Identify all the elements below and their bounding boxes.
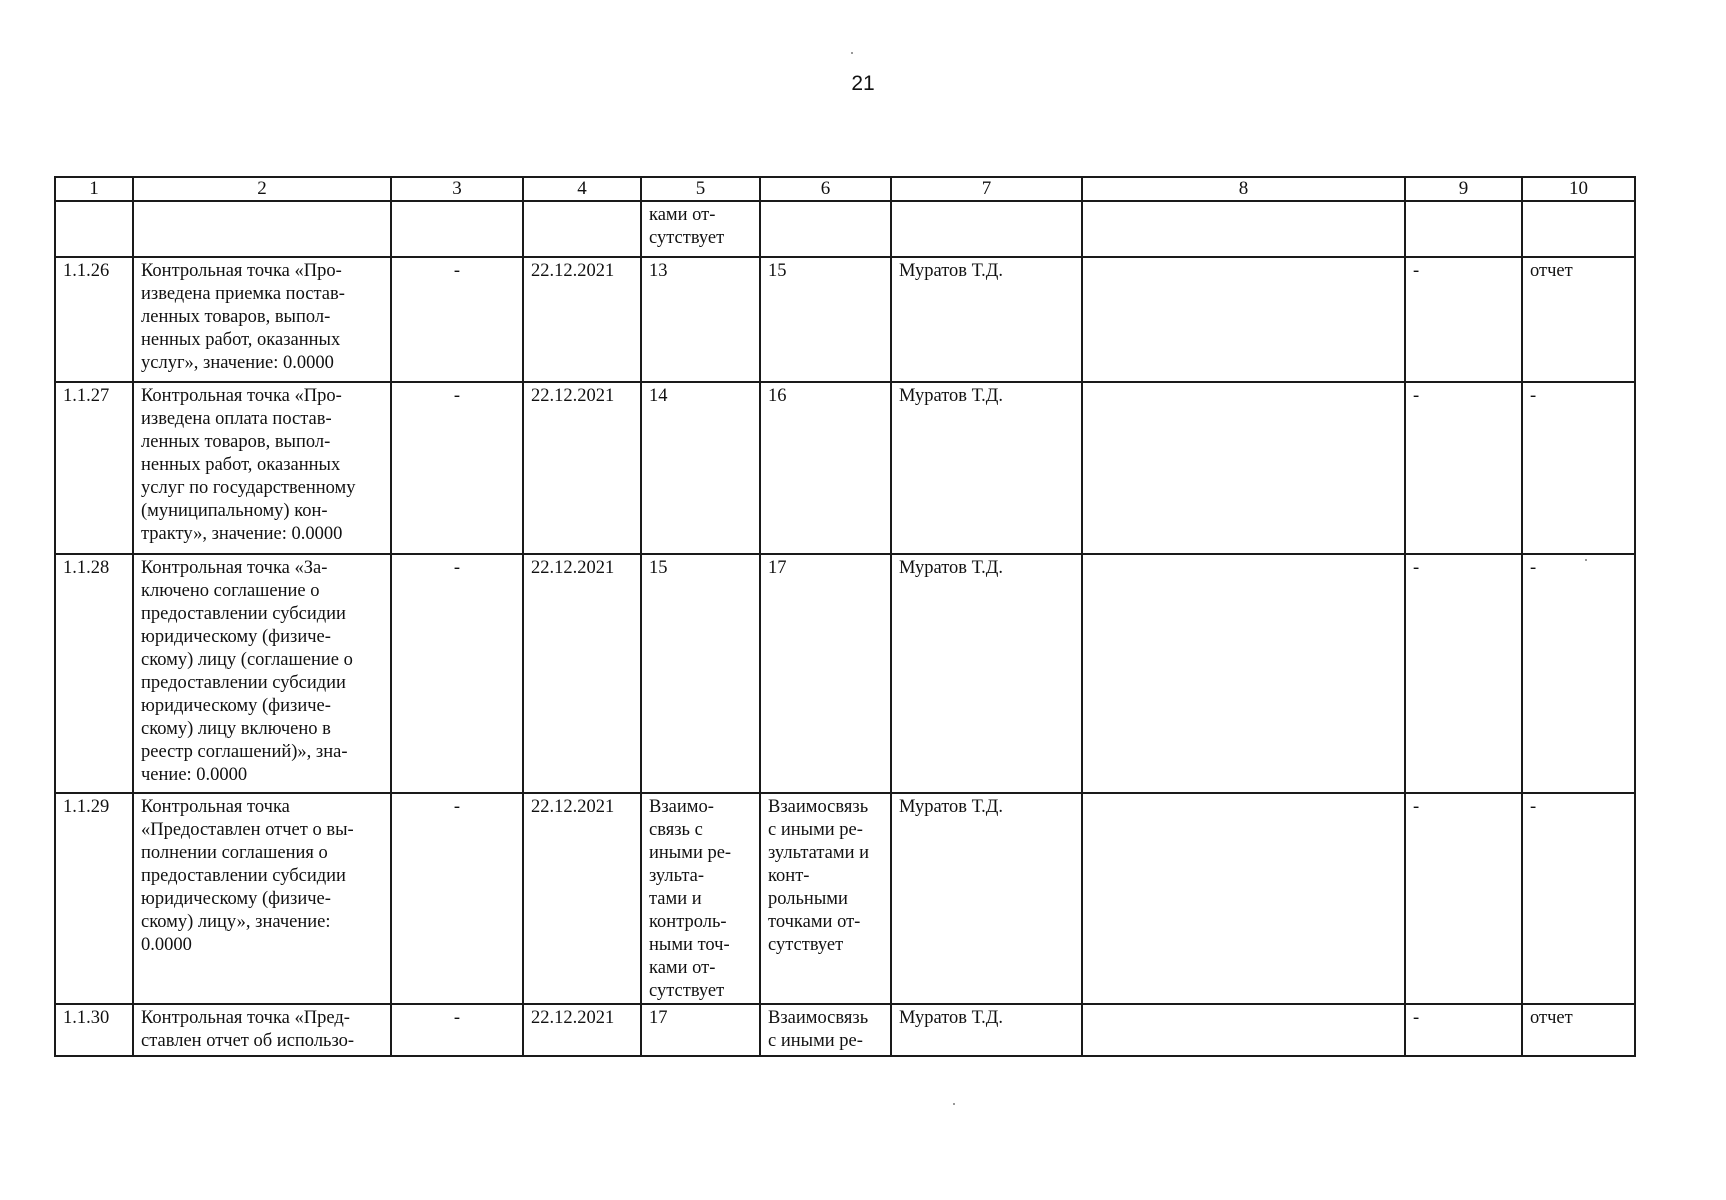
cell-date: 22.12.2021 bbox=[523, 1004, 641, 1056]
header-col-7: 7 bbox=[891, 177, 1082, 201]
cell-col-9: - bbox=[1405, 554, 1522, 793]
cell-col-6: Взаимосвязь с иными ре- зультатами и конт- рольными точками от- сутствует bbox=[760, 793, 891, 1004]
cell-col-6: 17 bbox=[760, 554, 891, 793]
cell-col-10: отчет bbox=[1522, 257, 1635, 382]
cell-responsible: Муратов Т.Д. bbox=[891, 257, 1082, 382]
cell-col-8 bbox=[1082, 793, 1405, 1004]
table-row bbox=[55, 257, 1635, 382]
cell-responsible: Муратов Т.Д. bbox=[891, 793, 1082, 1004]
header-col-10: 10 bbox=[1522, 177, 1635, 201]
cell-responsible bbox=[891, 201, 1082, 257]
header-col-2: 2 bbox=[133, 177, 391, 201]
cell-date: 22.12.2021 bbox=[523, 257, 641, 382]
cell-description: Контрольная точка «Предоставлен отчет о вы- полнении соглашения о предоставлении субсидии юридическому (физиче- скому) лицу», значение: 0.0000 bbox=[133, 793, 391, 1004]
cell-responsible: Муратов Т.Д. bbox=[891, 1004, 1082, 1056]
cell-col-3: - bbox=[391, 382, 523, 554]
cell-col-5: 13 bbox=[641, 257, 760, 382]
cell-number: 1.1.27 bbox=[55, 382, 133, 554]
cell-col-8 bbox=[1082, 1004, 1405, 1056]
cell-col-10: - bbox=[1522, 793, 1635, 1004]
cell-description: Контрольная точка «Про- изведена оплата постав- ленных товаров, выпол- ненных работ, оказанных услуг по государственному (муниципальному) кон- тракту», значение: 0.0000 bbox=[133, 382, 391, 554]
cell-number: 1.1.28 bbox=[55, 554, 133, 793]
cell-number: 1.1.30 bbox=[55, 1004, 133, 1056]
cell-date bbox=[523, 201, 641, 257]
cell-col-10: отчет bbox=[1522, 1004, 1635, 1056]
table-row bbox=[55, 382, 1635, 554]
cell-col-5: Взаимо- связь с иными ре- зульта- тами и контроль- ными точ- ками от- сутствует bbox=[641, 793, 760, 1004]
cell-description: Контрольная точка «За- ключено соглашение о предоставлении субсидии юридическому (физиче- скому) лицу (соглашение о предоставлении субсидии юридическому (физиче- скому) лицу включено в реестр соглашений)», зна- чение: 0.0000 bbox=[133, 554, 391, 793]
cell-date: 22.12.2021 bbox=[523, 382, 641, 554]
cell-description: Контрольная точка «Про- изведена приемка постав- ленных товаров, выпол- ненных работ, оказанных услуг», значение: 0.0000 bbox=[133, 257, 391, 382]
cell-description: Контрольная точка «Пред- ставлен отчет об использо- bbox=[133, 1004, 391, 1056]
cell-date: 22.12.2021 bbox=[523, 793, 641, 1004]
cell-col-5: 14 bbox=[641, 382, 760, 554]
cell-col-8 bbox=[1082, 382, 1405, 554]
cell-number: 1.1.29 bbox=[55, 793, 133, 1004]
control-points-table bbox=[54, 176, 1636, 1057]
cell-col-10 bbox=[1522, 201, 1635, 257]
cell-col-3 bbox=[391, 201, 523, 257]
table-row bbox=[55, 201, 1635, 257]
header-col-9: 9 bbox=[1405, 177, 1522, 201]
scan-speck bbox=[1585, 559, 1587, 561]
cell-col-6: 16 bbox=[760, 382, 891, 554]
header-col-3: 3 bbox=[391, 177, 523, 201]
page-number: 21 bbox=[851, 72, 875, 95]
cell-number bbox=[55, 201, 133, 257]
cell-col-3: - bbox=[391, 793, 523, 1004]
header-col-8: 8 bbox=[1082, 177, 1405, 201]
header-col-1: 1 bbox=[55, 177, 133, 201]
cell-col-9 bbox=[1405, 201, 1522, 257]
cell-col-10: - bbox=[1522, 554, 1635, 793]
table-row bbox=[55, 1004, 1635, 1056]
cell-date: 22.12.2021 bbox=[523, 554, 641, 793]
header-col-4: 4 bbox=[523, 177, 641, 201]
scan-speck bbox=[851, 52, 853, 54]
cell-col-3: - bbox=[391, 257, 523, 382]
cell-col-6: Взаимосвязь с иными ре- bbox=[760, 1004, 891, 1056]
cell-col-5: 15 bbox=[641, 554, 760, 793]
header-col-5: 5 bbox=[641, 177, 760, 201]
header-row bbox=[55, 177, 1635, 201]
cell-col-8 bbox=[1082, 257, 1405, 382]
cell-col-9: - bbox=[1405, 382, 1522, 554]
cell-col-5: ками от- сутствует bbox=[641, 201, 760, 257]
cell-col-3: - bbox=[391, 1004, 523, 1056]
cell-col-3: - bbox=[391, 554, 523, 793]
header-col-6: 6 bbox=[760, 177, 891, 201]
table-row bbox=[55, 554, 1635, 793]
cell-responsible: Муратов Т.Д. bbox=[891, 554, 1082, 793]
cell-col-6: 15 bbox=[760, 257, 891, 382]
cell-description bbox=[133, 201, 391, 257]
cell-responsible: Муратов Т.Д. bbox=[891, 382, 1082, 554]
cell-col-9: - bbox=[1405, 1004, 1522, 1056]
cell-col-8 bbox=[1082, 554, 1405, 793]
table-row bbox=[55, 793, 1635, 1004]
scan-speck bbox=[953, 1103, 955, 1105]
cell-col-6 bbox=[760, 201, 891, 257]
cell-col-5: 17 bbox=[641, 1004, 760, 1056]
cell-col-9: - bbox=[1405, 257, 1522, 382]
cell-col-10: - bbox=[1522, 382, 1635, 554]
cell-col-8 bbox=[1082, 201, 1405, 257]
cell-col-9: - bbox=[1405, 793, 1522, 1004]
cell-number: 1.1.26 bbox=[55, 257, 133, 382]
